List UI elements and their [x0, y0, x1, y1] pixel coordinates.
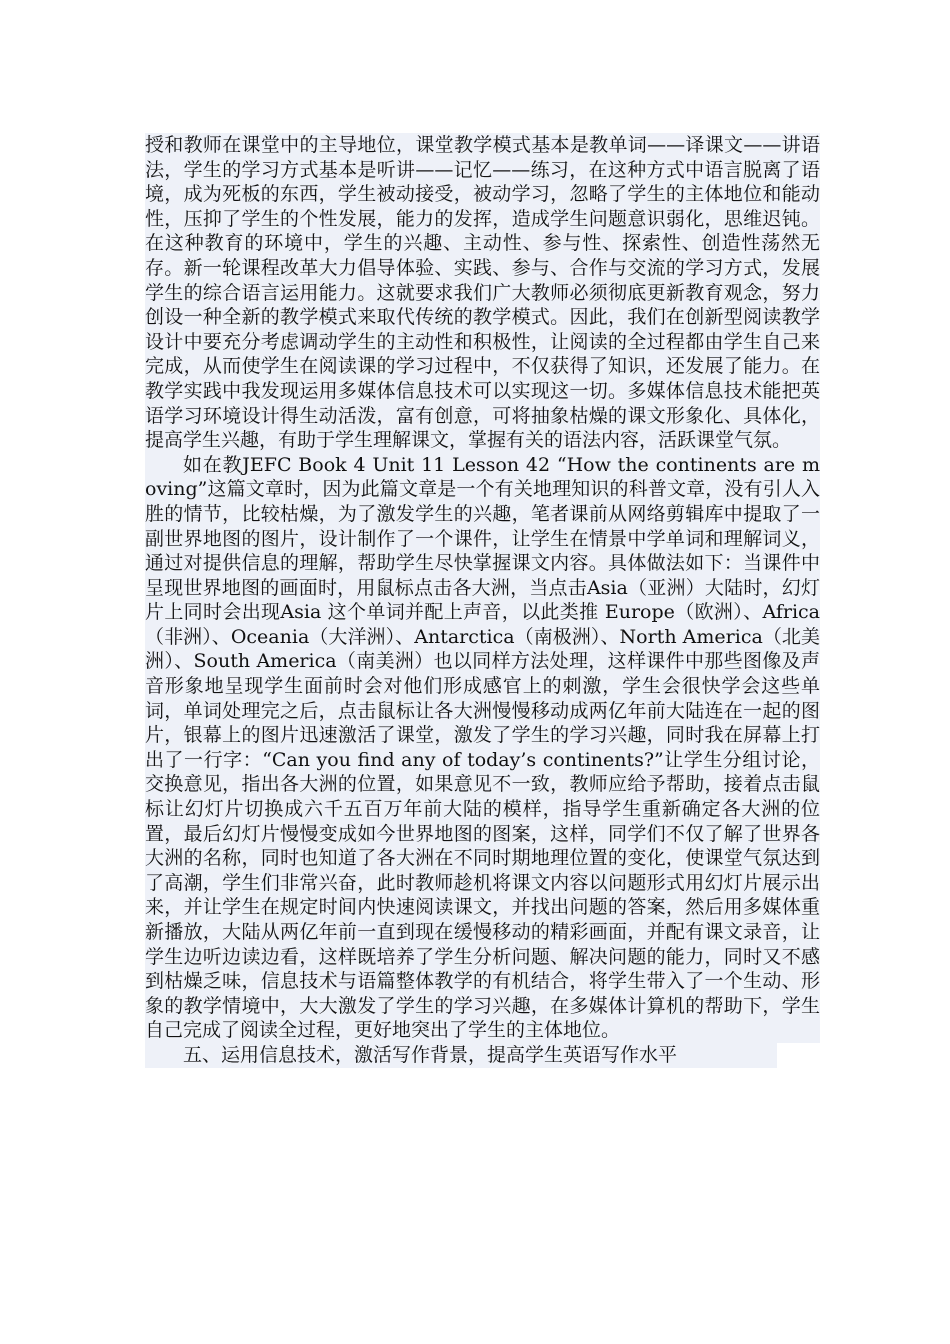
section-heading: 五、运用信息技术，激活写作背景，提高学生英语写作水平: [145, 1043, 777, 1068]
body-paragraph-1: 授和教师在课堂中的主导地位，课堂教学模式基本是教单词——译课文——讲语法，学生的学习方式基本是听讲——记忆——练习，在这种方式中语言脱离了语境，成为死板的东西，学生被动接受，被动学习，忽略了学生的主体地位和能动性，压抑了学生的个性发展，能力的发挥，造成学生问题意识弱化，思维迟钝。在这种教育的环境中，学生的兴趣、主动性、参与性、探索性、创造性荡然无存。新一轮课程改革大力倡导体验、实践、参与、合作与交流的学习方式，发展学生的综合语言运用能力。这就要求我们广大教师必须彻底更新教育观念，努力创设一种全新的教学模式来取代传统的教学模式。因此，我们在创新型阅读教学设计中要充分考虑调动学生的主动性和积极性，让阅读的全过程都由学生自己来完成，从而使学生在阅读课的学习过程中，不仅获得了知识，还发展了能力。在教学实践中我发现运用多媒体信息技术可以实现这一切。多媒体信息技术能把英语学习环境设计得生动活泼，富有创意，可将抽象枯燥的课文形象化、具体化，提高学生兴趣，有助于学生理解课文，掌握有关的语法内容，活跃课堂气氛。: [145, 134, 820, 452]
document-page: [145, 133, 820, 1068]
body-paragraph-2: 如在教JEFC Book 4 Unit 11 Lesson 42 “How the continents are moving”这篇文章时，因为此篇文章是一个有关地理知识的科普文章，没有引人入胜的情节，比较枯燥，为了激发学生的兴趣，笔者课前从网络剪辑库中提取了一副世界地图的图片，设计制作了一个课件，让学生在情景中学单词和理解词义，通过对提供信息的理解，帮助学生尽快掌握课文内容。具体做法如下：当课件中呈现世界地图的画面时，用鼠标点击各大洲，当点击Asia（亚洲）大陆时，幻灯片上同时会出现Asia 这个单词并配上声音，以此类推 Europe（欧洲）、Africa（非洲）、Oceania（大洋洲）、Antarctica（南极洲）、North America（北美洲）、South America（南美洲）也以同样方法处理，这样课件中那些图像及声音形象地呈现学生面前时会对他们形成感官上的刺激，学生会很快学会这些单词，单词处理完之后，点击鼠标让各大洲慢慢移动成两亿年前大陆连在一起的图片，银幕上的图片迅速激活了课堂，激发了学生的学习兴趣，同时我在屏幕上打出了一行字：“Can you find any of today’s continents?”让学生分组讨论，交换意见，指出各大洲的位置，如果意见不一致，教师应给予帮助，接着点击鼠标让幻灯片切换成六千五百万年前大陆的模样，指导学生重新确定各大洲的位置，最后幻灯片慢慢变成如今世界地图的图案，这样，同学们不仅了解了世界各大洲的名称，同时也知道了各大洲在不同时期地理位置的变化，使课堂气氛达到了高潮，学生们非常兴奋，此时教师趁机将课文内容以问题形式用幻灯片展示出来，并让学生在规定时间内快速阅读课文，并找出问题的答案，然后用多媒体重新播放，大陆从两亿年前一直到现在缓慢移动的精彩画面，并配有课文录音，让学生边听边读边看，这样既培养了学生分析问题、解决问题的能力，同时又不感到枯燥乏味，信息技术与语篇整体教学的有机结合，将学生带入了一个生动、形象的教学情境中，大大激发了学生的学习兴趣，在多媒体计算机的帮助下，学生自己完成了阅读全过程，更好地突出了学生的主体地位。: [145, 453, 820, 1042]
